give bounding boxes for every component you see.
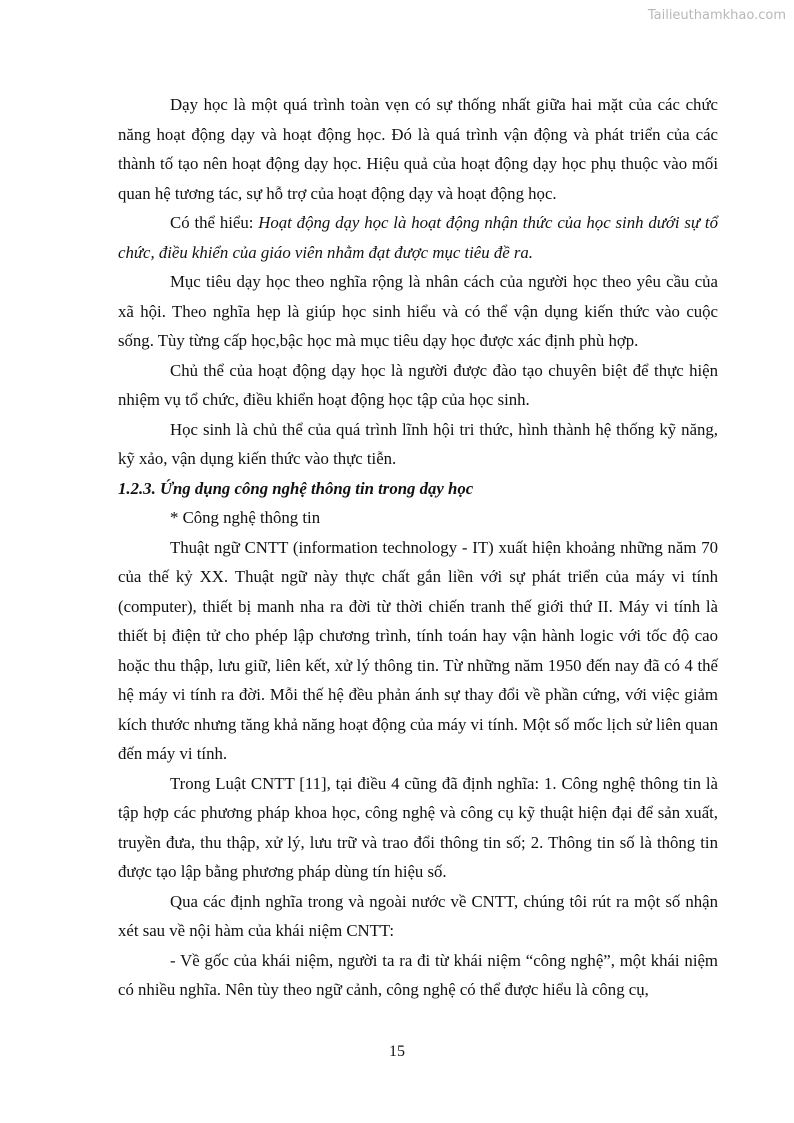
paragraph-4: Chủ thể của hoạt động dạy học là người được đào tạo chuyên biệt để thực hiện nhiệm vụ tổ chức, điều khiển hoạt động học tập của học sinh. [118,360,718,409]
paragraph-7: Trong Luật CNTT [11], tại điều 4 cũng đã định nghĩa: 1. Công nghệ thông tin là tập hợp các phương pháp khoa học, công nghệ và công cụ kỹ thuật hiện đại để sản xuất, truyền đưa, thu thập, xử lý, lưu trữ và trao đổi thông tin số; 2. Thông tin số là thông tin được tạo lập bằng phương pháp dùng tín hiệu số. [118,773,718,881]
section-heading: 1.2.3. Ứng dụng công nghệ thông tin trong dạy học [118,478,474,498]
page-number: 15 [389,1043,405,1060]
paragraph-8: Qua các định nghĩa trong và ngoài nước về CNTT, chúng tôi rút ra một số nhận xét sau về nội hàm của khái niệm CNTT: [118,891,718,940]
paragraph-2 [118,208,718,267]
paragraph-3: Mục tiêu dạy học theo nghĩa rộng là nhân cách của người học theo yêu cầu của xã hội. Theo nghĩa hẹp là giúp học sinh hiểu và có thể vận dụng kiến thức vào cuộc sống. Tùy từng cấp học,bậc học mà mục tiêu dạy học được xác định phù hợp. [118,272,718,350]
bullet-title: * Công nghệ thông tin [170,508,321,527]
watermark: Tailieuthamkhao.com [647,8,786,23]
paragraph-1: Dạy học là một quá trình toàn vẹn có sự thống nhất giữa hai mặt của các chức năng hoạt động dạy và hoạt động học. Đó là quá trình vận động và phát triển của các thành tố tạo nên hoạt động dạy học. Hiệu quả của hoạt động dạy học phụ thuộc vào mối quan hệ tương tác, sự hỗ trợ của hoạt động dạy và hoạt động học. [118,95,718,203]
paragraph-2-lead: Có thể hiểu: [170,213,259,232]
paragraph-5: Học sinh là chủ thể của quá trình lĩnh hội tri thức, hình thành hệ thống kỹ năng, kỹ xảo, vận dụng kiến thức vào thực tiễn. [118,419,718,468]
paragraph-6: Thuật ngữ CNTT (information technology - IT) xuất hiện khoảng những năm 70 của thế kỷ XX. Thuật ngữ này thực chất gắn liền với sự phát triển của máy vi tính (computer), thiết bị manh nha ra đời từ thời chiến tranh thế giới thứ II. Máy vi tính là thiết bị điện tử cho phép lập chương trình, tính toán hay vận hành logic với tốc độ cao hoặc thu thập, lưu giữ, liên kết, xử lý thông tin. Từ những năm 1950 đến nay đã có 4 thế hệ máy vi tính ra đời. Mỗi thế hệ đều phản ánh sự thay đổi về phần cứng, với việc giảm kích thước nhưng tăng khả năng hoạt động của máy vi tính. Một số mốc lịch sử liên quan đến máy vi tính. [118,537,718,763]
document-body [118,90,718,1005]
paragraph-2-definition: Hoạt động dạy học là hoạt động nhận thức của học sinh dưới sự tổ chức, điều khiển của giáo viên nhằm đạt được mục tiêu đề ra. [118,213,718,262]
paragraph-9: - Về gốc của khái niệm, người ta ra đi từ khái niệm “công nghệ”, một khái niệm có nhiều nghĩa. Nên tùy theo ngữ cảnh, công nghệ có thể được hiểu là công cụ, [118,950,718,999]
